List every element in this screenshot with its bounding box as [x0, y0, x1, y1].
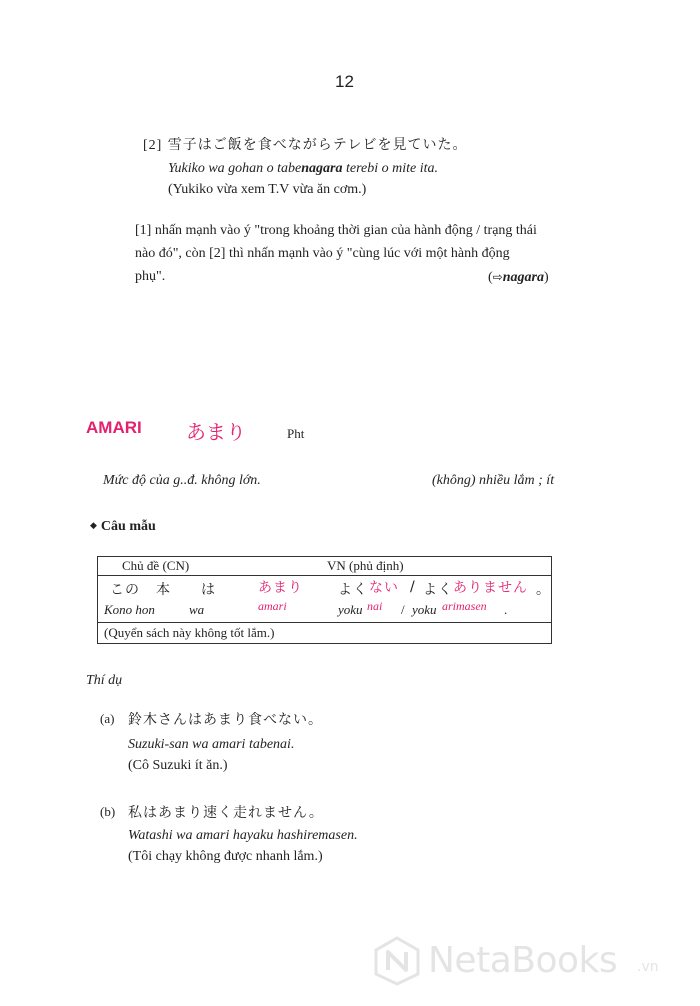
pattern-romaji-kono-hon: Kono hon — [104, 602, 155, 617]
pattern-jp-yoku-1: よく — [338, 582, 368, 598]
page-number: 12 — [335, 72, 354, 91]
pattern-jp-amari: あまり — [258, 580, 303, 596]
example-2-romaji-bold: nagara — [301, 161, 343, 176]
example-b-japanese: 私はあまり速く走れません。 — [128, 805, 324, 821]
pattern-romaji-period: . — [504, 602, 508, 617]
examples-heading: Thí dụ — [86, 673, 123, 688]
arrow-right-icon: ⇨ — [492, 270, 503, 284]
example-b-label: (b) — [100, 804, 116, 819]
example-2-japanese-text: 雪子はご飯を食べながらテレビを見ていた。 — [167, 137, 468, 153]
diamond-bullet-icon: ◆ — [90, 520, 97, 530]
pattern-jp-slash: / — [410, 579, 416, 595]
example-2-romaji-end: terebi o mite ita. — [342, 161, 439, 176]
pattern-romaji-nai: nai — [367, 599, 383, 613]
example-2-romaji-start: Yukiko wa gohan o tabe — [168, 161, 302, 176]
pattern-romaji-yoku-2: yoku — [412, 602, 437, 617]
note-line-3: phụ". — [135, 269, 166, 284]
table-divider — [98, 575, 551, 576]
column-header-predicate: VN (phủ định) — [327, 558, 404, 573]
watermark-suffix: .vn — [637, 959, 659, 975]
example-2-label: [2] — [143, 138, 163, 153]
pattern-jp-yoku-2: よく — [423, 582, 453, 598]
pattern-romaji-arimasen: arimasen — [442, 599, 487, 613]
pattern-jp-period: 。 — [536, 582, 551, 598]
entry-kana: あまり — [186, 420, 246, 444]
pattern-romaji-yoku-1: yoku — [338, 602, 363, 617]
example-a-translation: (Cô Suzuki ít ăn.) — [128, 758, 228, 773]
note-cross-reference — [488, 268, 549, 287]
pattern-romaji-wa: wa — [189, 602, 205, 617]
meaning-description: Mức độ của g..đ. không lớn. — [103, 473, 261, 488]
meaning-translation: (không) nhiều lắm ; ít — [432, 473, 555, 488]
pattern-heading-text: Câu mẫu — [100, 519, 156, 534]
entry-part-of-speech: Pht — [287, 426, 305, 441]
column-header-topic: Chủ đề (CN) — [122, 558, 190, 573]
note-ref-close: ) — [543, 270, 549, 285]
example-2-japanese — [143, 134, 468, 154]
example-a-label: (a) — [100, 711, 115, 726]
pattern-jp-arimasen: ありません — [453, 580, 528, 596]
pattern-translation: (Quyển sách này không tốt lắm.) — [104, 625, 275, 640]
pattern-jp-kono: この — [110, 582, 140, 598]
watermark-brand: NetaBooks — [428, 940, 618, 981]
note-ref-word: nagara — [502, 270, 544, 285]
note-line-1: [1] nhấn mạnh vào ý "trong khoảng thời gian của hành động / trạng thái — [135, 223, 537, 238]
example-a-japanese: 鈴木さんはあまり食べない。 — [128, 712, 323, 728]
entry-romaji: AMARI — [86, 418, 142, 437]
pattern-romaji-amari: amari — [258, 599, 287, 613]
netabooks-watermark — [374, 932, 694, 992]
netabooks-logo-icon — [374, 936, 420, 986]
pattern-jp-nai: ない — [369, 580, 399, 596]
pattern-heading — [90, 519, 156, 535]
pattern-jp-wa: は — [201, 582, 216, 598]
note-ref-open: ( — [488, 270, 493, 285]
table-divider — [98, 622, 551, 623]
example-2-translation: (Yukiko vừa xem T.V vừa ăn cơm.) — [168, 182, 367, 197]
example-2-romaji — [168, 160, 438, 178]
note-line-2: nào đó", còn [2] thì nhấn mạnh vào ý "cùng lúc với một hành động — [135, 246, 510, 261]
pattern-romaji-slash: / — [401, 602, 405, 617]
example-b-translation: (Tôi chạy không được nhanh lắm.) — [128, 849, 323, 864]
example-b-romaji: Watashi wa amari hayaku hashiremasen. — [128, 828, 358, 843]
pattern-jp-hon: 本 — [156, 582, 171, 598]
example-a-romaji: Suzuki-san wa amari tabenai. — [128, 737, 295, 752]
